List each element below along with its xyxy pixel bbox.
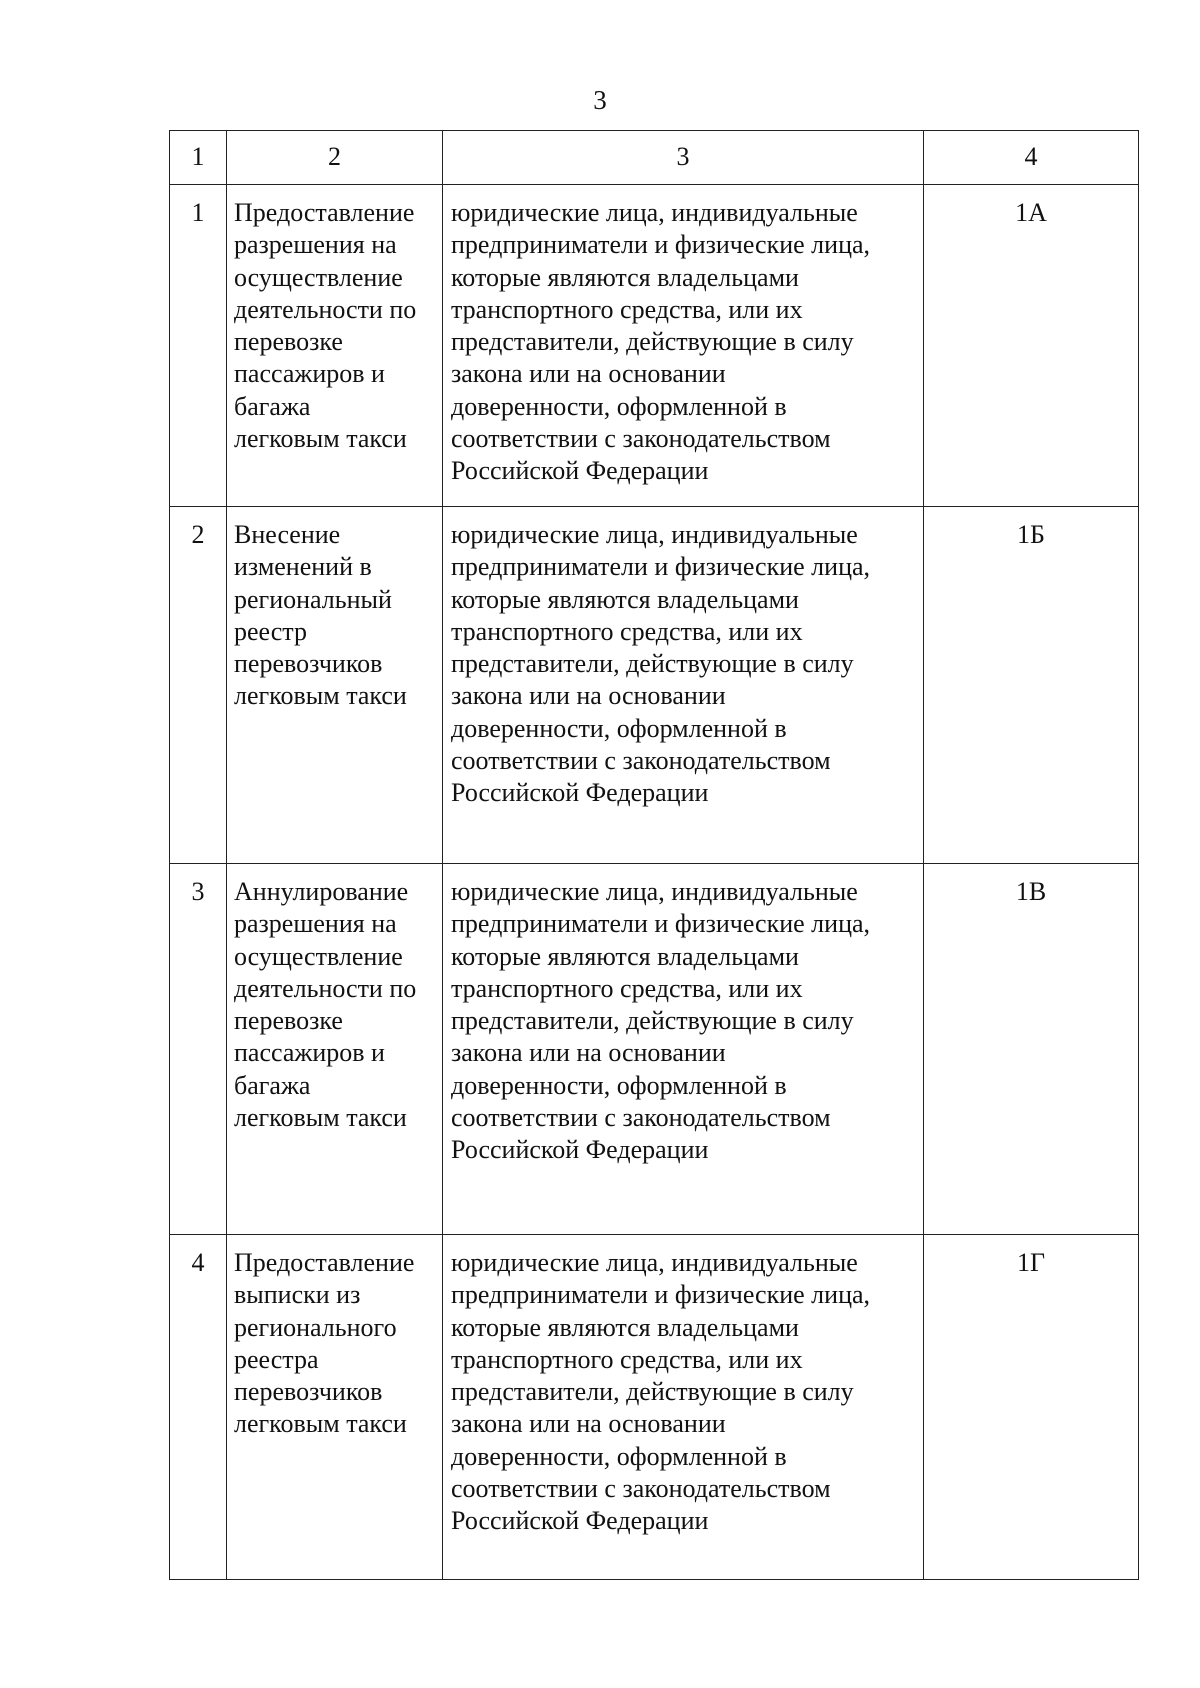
- table-row: [170, 1235, 1139, 1580]
- applicants-description: юридические лица, индивидуальные предприниматели и физические лица, которые являются владельцами транспортного средства, или их представители, действующие в силу закона или на основании доверенности, оформленной в соответствии с законодательством Российской Федерации: [443, 1235, 924, 1580]
- row-number: 1: [170, 185, 227, 507]
- service-code: 1Г: [924, 1235, 1139, 1580]
- applicants-description: юридические лица, индивидуальные предприниматели и физические лица, которые являются владельцами транспортного средства, или их представители, действующие в силу закона или на основании доверенности, оформленной в соответствии с законодательством Российской Федерации: [443, 864, 924, 1235]
- services-table: [169, 130, 1139, 1580]
- service-code: 1А: [924, 185, 1139, 507]
- row-number: 4: [170, 1235, 227, 1580]
- column-header: 3: [443, 131, 924, 185]
- row-number: 3: [170, 864, 227, 1235]
- applicants-description: юридические лица, индивидуальные предприниматели и физические лица, которые являются владельцами транспортного средства, или их представители, действующие в силу закона или на основании доверенности, оформленной в соответствии с законодательством Российской Федерации: [443, 185, 924, 507]
- applicants-description: юридические лица, индивидуальные предприниматели и физические лица, которые являются владельцами транспортного средства, или их представители, действующие в силу закона или на основании доверенности, оформленной в соответствии с законодательством Российской Федерации: [443, 507, 924, 864]
- service-name: Внесение изменений в региональный реестр перевозчиков легковым такси: [227, 507, 443, 864]
- row-number: 2: [170, 507, 227, 864]
- service-name: Аннулирование разрешения на осуществление деятельности по перевозке пассажиров и багажа легковым такси: [227, 864, 443, 1235]
- table-row: [170, 864, 1139, 1235]
- column-header: 1: [170, 131, 227, 185]
- service-code: 1В: [924, 864, 1139, 1235]
- page-number: 3: [593, 85, 607, 115]
- service-code: 1Б: [924, 507, 1139, 864]
- table-row: [170, 507, 1139, 864]
- table-header-row: [170, 131, 1139, 185]
- service-name: Предоставление разрешения на осуществление деятельности по перевозке пассажиров и багажа легковым такси: [227, 185, 443, 507]
- service-name: Предоставление выписки из регионального реестра перевозчиков легковым такси: [227, 1235, 443, 1580]
- column-header: 4: [924, 131, 1139, 185]
- table-row: [170, 185, 1139, 507]
- column-header: 2: [227, 131, 443, 185]
